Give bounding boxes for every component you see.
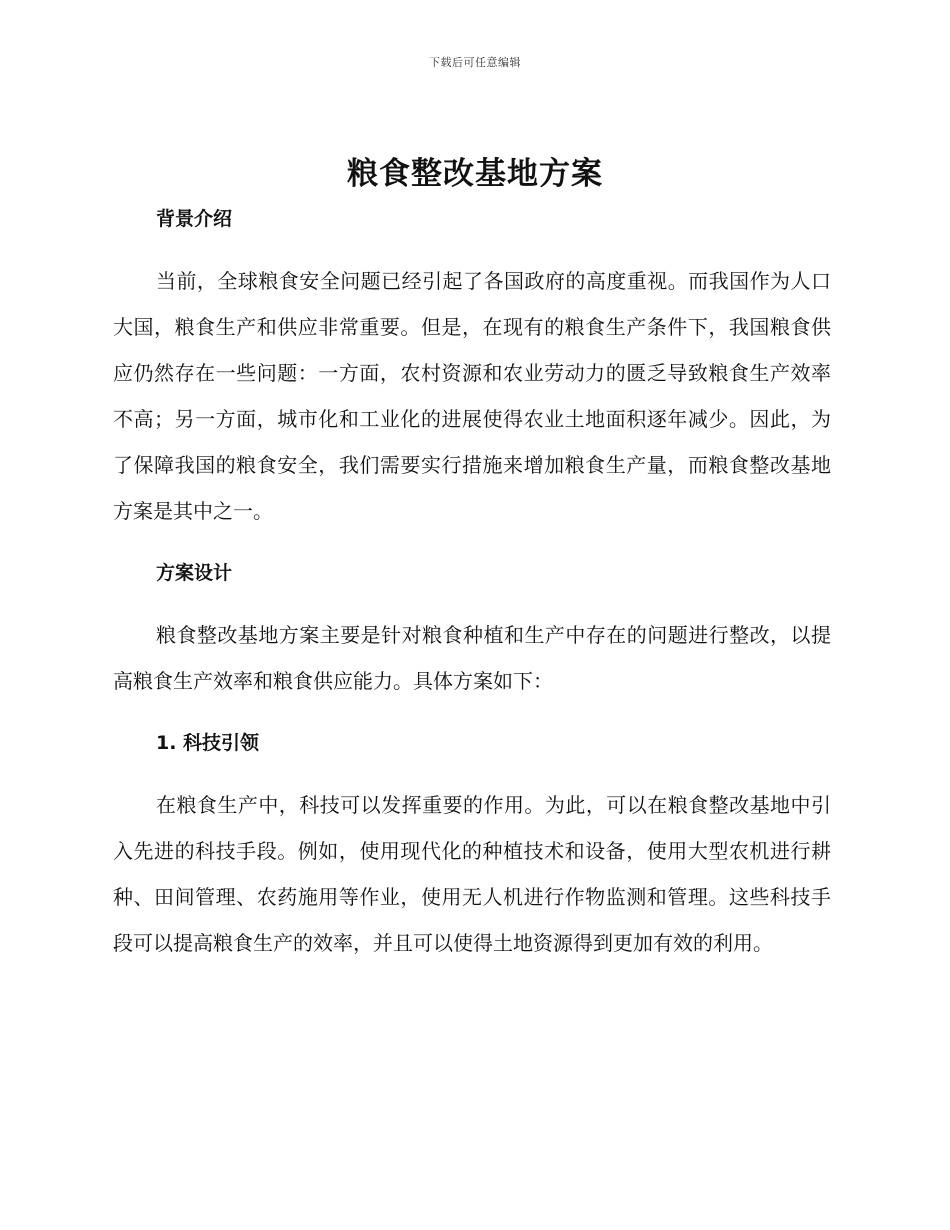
document-title: 粮食整改基地方案 [347,156,603,192]
section-design [113,558,831,728]
paragraph-design: 粮食整改基地方案主要是针对粮食种植和生产中存在的问题进行整改，以提高粮食生产效率和粮食供应能力。具体方案如下： [113,623,831,693]
page-header-note: 下载后可任意编辑 [429,56,521,69]
paragraph-background: 当前，全球粮食安全问题已经引起了各国政府的高度重视。而我国作为人口大国，粮食生产和供应非常重要。但是，在现有的粮食生产条件下，我国粮食供应仍然存在一些问题：一方面，农村资源和农业劳动力的匮乏导致粮食生产效率不高；另一方面，城市化和工业化的进展使得农业土地面积逐年减少。因此，为了保障我国的粮食安全，我们需要实行措施来增加粮食生产量，而粮食整改基地方案是其中之一。 [113,269,831,523]
section-background [113,204,831,558]
section-heading-design: 方案设计 [156,562,233,584]
paragraph-technology: 在粮食生产中，科技可以发挥重要的作用。为此，可以在粮食整改基地中引入先进的科技手段。例如，使用现代化的种植技术和设备，使用大型农机进行耕种、田间管理、农药施用等作业，使用无人机进行作物监测和管理。这些科技手段可以提高粮食生产的效率，并且可以使得土地资源得到更加有效的利用。 [113,793,831,955]
document-body [113,204,831,966]
section-heading-background: 背景介绍 [156,208,233,230]
section-heading-technology: 1. 科技引领 [156,732,260,754]
section-technology [113,728,831,966]
